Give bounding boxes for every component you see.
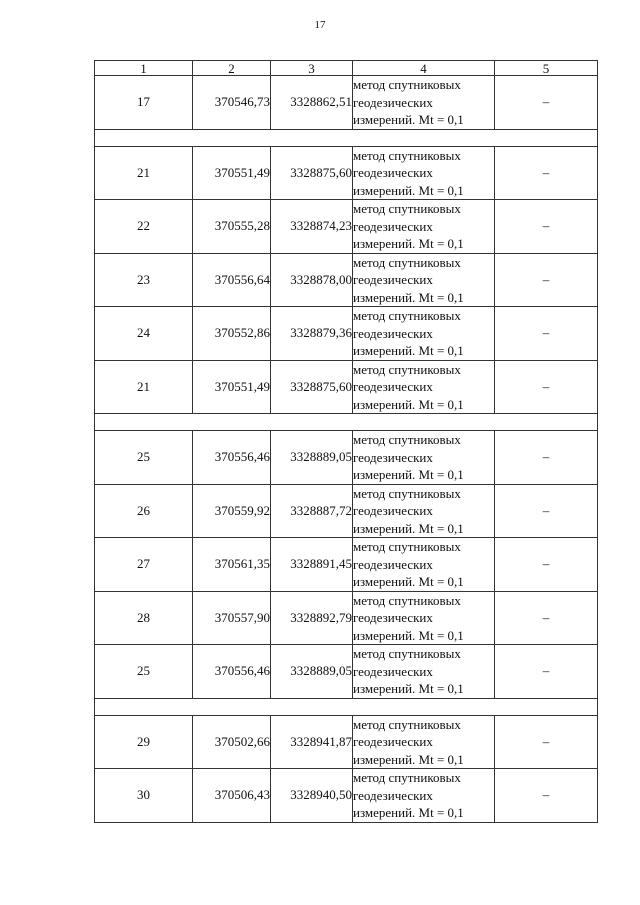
method-line: геодезических [353,272,433,287]
x-coordinate-cell: 370552,86 [193,307,271,361]
table-row [95,253,598,307]
note-cell: – [495,484,598,538]
method-line: геодезических [353,734,433,749]
method-cell [353,715,495,769]
method-cell [353,360,495,414]
method-line: метод спутниковых [353,254,461,270]
x-coordinate-cell: 370561,35 [193,538,271,592]
method-line: метод спутниковых [353,716,461,732]
method-line: метод спутниковых [353,201,461,216]
y-coordinate-cell: 3328892,79 [271,591,353,645]
separator-cell [95,129,598,146]
method-line: геодезических [353,787,433,803]
x-coordinate-cell: 370546,73 [193,76,271,130]
note-cell: – [495,253,598,307]
method-cell [353,484,495,538]
method-line: метод спутниковых [353,147,461,163]
method-line: геодезических [353,165,433,180]
header-col-4: 4 [353,61,495,76]
method-cell [353,645,495,699]
method-line: измерений. Mt = 0,1 [353,467,464,482]
method-cell [353,146,495,200]
table-row [95,769,598,823]
method-cell [353,769,495,823]
method-line: измерений. Mt = 0,1 [353,574,464,589]
table-header-row [95,61,598,76]
y-coordinate-cell: 3328878,00 [271,253,353,307]
coordinates-table [94,60,598,823]
point-number-cell: 17 [95,76,193,130]
method-line: метод спутниковых [353,770,461,785]
header-col-5: 5 [495,61,598,76]
method-cell [353,200,495,254]
method-line: измерений. Mt = 0,1 [353,520,464,536]
point-number-cell: 29 [95,715,193,769]
note-cell: – [495,591,598,645]
point-number-cell: 25 [95,645,193,699]
method-line: метод спутниковых [353,77,461,92]
header-col-2: 2 [193,61,271,76]
note-cell: – [495,200,598,254]
separator-row [95,414,598,431]
y-coordinate-cell: 3328889,05 [271,431,353,485]
x-coordinate-cell: 370556,46 [193,431,271,485]
note-cell: – [495,645,598,699]
separator-cell [95,414,598,431]
table-row [95,645,598,699]
separator-cell [95,698,598,715]
note-cell: – [495,146,598,200]
method-line: геодезических [353,663,433,679]
y-coordinate-cell: 3328874,23 [271,200,353,254]
table-row [95,200,598,254]
x-coordinate-cell: 370559,92 [193,484,271,538]
method-line: измерений. Mt = 0,1 [353,182,464,198]
y-coordinate-cell: 3328940,50 [271,769,353,823]
y-coordinate-cell: 3328887,72 [271,484,353,538]
table-row [95,484,598,538]
y-coordinate-cell: 3328862,51 [271,76,353,130]
point-number-cell: 30 [95,769,193,823]
method-line: измерений. Mt = 0,1 [353,627,464,643]
point-number-cell: 25 [95,431,193,485]
note-cell: – [495,769,598,823]
y-coordinate-cell: 3328875,60 [271,146,353,200]
method-line: метод спутниковых [353,361,461,377]
method-cell [353,307,495,361]
separator-row [95,698,598,715]
method-line: метод спутниковых [353,592,461,608]
method-line: геодезических [353,556,433,572]
y-coordinate-cell: 3328889,05 [271,645,353,699]
x-coordinate-cell: 370551,49 [193,146,271,200]
x-coordinate-cell: 370556,64 [193,253,271,307]
note-cell: – [495,538,598,592]
table-row [95,591,598,645]
header-col-3: 3 [271,61,353,76]
y-coordinate-cell: 3328875,60 [271,360,353,414]
method-line: метод спутниковых [353,432,461,447]
table-body [95,76,598,823]
note-cell: – [495,431,598,485]
point-number-cell: 22 [95,200,193,254]
method-line: измерений. Mt = 0,1 [353,289,464,305]
method-line: метод спутниковых [353,539,461,554]
point-number-cell: 28 [95,591,193,645]
note-cell: – [495,307,598,361]
method-cell [353,591,495,645]
method-line: геодезических [353,610,433,625]
method-line: измерений. Mt = 0,1 [353,236,464,251]
note-cell: – [495,76,598,130]
x-coordinate-cell: 370551,49 [193,360,271,414]
method-line: геодезических [353,325,433,341]
separator-row [95,129,598,146]
y-coordinate-cell: 3328879,36 [271,307,353,361]
note-cell: – [495,360,598,414]
x-coordinate-cell: 370556,46 [193,645,271,699]
point-number-cell: 23 [95,253,193,307]
table-row [95,146,598,200]
method-line: метод спутниковых [353,646,461,661]
method-line: геодезических [353,379,433,394]
y-coordinate-cell: 3328891,45 [271,538,353,592]
method-line: геодезических [353,503,433,518]
method-line: геодезических [353,218,433,234]
point-number-cell: 21 [95,146,193,200]
y-coordinate-cell: 3328941,87 [271,715,353,769]
page-number: 17 [314,19,326,31]
x-coordinate-cell: 370506,43 [193,769,271,823]
point-number-cell: 26 [95,484,193,538]
method-line: измерений. Mt = 0,1 [353,112,464,127]
x-coordinate-cell: 370555,28 [193,200,271,254]
table-row [95,431,598,485]
table-row [95,538,598,592]
table-row [95,76,598,130]
method-line: метод спутниковых [353,308,461,323]
point-number-cell: 27 [95,538,193,592]
method-line: измерений. Mt = 0,1 [353,805,464,820]
method-cell [353,253,495,307]
point-number-cell: 24 [95,307,193,361]
x-coordinate-cell: 370557,90 [193,591,271,645]
method-line: измерений. Mt = 0,1 [353,751,464,767]
method-line: геодезических [353,94,433,110]
method-line: измерений. Mt = 0,1 [353,681,464,696]
note-cell: – [495,715,598,769]
point-number-cell: 21 [95,360,193,414]
method-line: измерений. Mt = 0,1 [353,396,464,412]
method-line: метод спутниковых [353,485,461,501]
method-line: измерений. Mt = 0,1 [353,343,464,358]
table-row [95,307,598,361]
method-cell [353,76,495,130]
method-line: геодезических [353,449,433,465]
method-cell [353,431,495,485]
table-row [95,715,598,769]
x-coordinate-cell: 370502,66 [193,715,271,769]
header-col-1: 1 [95,61,193,76]
table-row [95,360,598,414]
method-cell [353,538,495,592]
